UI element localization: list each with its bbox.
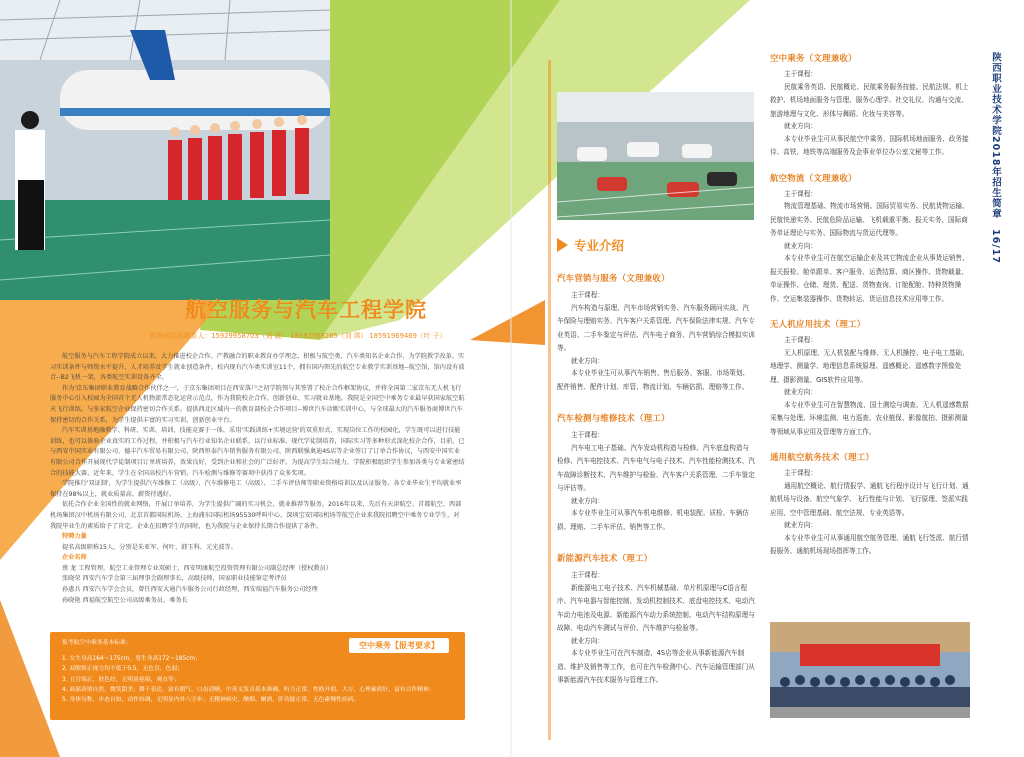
major-title: 新能源汽车技术（理工） xyxy=(557,553,653,563)
job-text: 本专业毕业生可在汽车制造、4S店等企业从事新能源汽车制造、维护及销售等工作，也可在汽车检测中心、汽车运输管理部门从事新能源汽车技术服务与管理工作。 xyxy=(557,649,755,684)
major-title: 通用航空航务技术（理工） xyxy=(770,452,875,462)
course-text: 无人机原理、无人机装配与维修、无人机操控、电子电工基础、地理学、测量学、地理信息系统原理、遥感概论、遥感数字图像处理、摄影测量、GIS软件应用等。 xyxy=(770,348,969,384)
course-label: 主干课程： xyxy=(784,189,817,198)
teacher-row: 孙晓艳 西福航空航空公司高级乘务员，乘务长 xyxy=(62,596,188,604)
major-block xyxy=(557,272,755,394)
job-text: 本专业毕业生可从事民航空中乘务、国际机场地面服务、政务接待、高铁、地铁等高端服务及企事业单位办公室文秘等工作。 xyxy=(770,134,969,156)
college-title: 航空服务与汽车工程学院 xyxy=(185,298,427,322)
intro-paragraph: 依托合作企业全国性的就业网络，开展订单培养，为学生提供广阔的实习机会、就业推荐等服务。2016年以来，先后有天津航空、首都航空、西部机场集团汉中机场有限公司、北京首都国际机场、上海浦东国际机场95530呼叫中心、深圳宝安国际机场等航空企业来我院招聘空中乘务专业学生，对我院毕业生的素质给予了肯定。企业在招聘学生的同时，也为我院与企业保持长期合作提供了条件。 xyxy=(50,501,462,530)
page-number: 16/17 xyxy=(990,229,1001,265)
major-block xyxy=(770,172,970,307)
course-text: 民航乘务英语、民航概论、民航乘务服务技能、民航法规、机上救护、机场地面服务与管理、服务心理学、社交礼仪、沟通与交流、旅游地理与文化、形体与舞蹈、化妆与美容等。 xyxy=(770,82,969,118)
course-text: 通用航空概论、航行情报学、通航飞行程序设计与飞行计划、通航机场与设备、航空气象学、飞行性能与计划、飞行原理、签派实践应用、空中管理基础、航空法规、专业英语等。 xyxy=(770,481,969,517)
major-block xyxy=(770,318,970,439)
teachers-title: 特聘力量 xyxy=(62,533,87,541)
job-label: 就业方向： xyxy=(784,241,817,250)
orange-vertical-bar xyxy=(548,60,551,740)
course-label: 主干课程： xyxy=(784,469,817,477)
enterprise-title: 企业名师 xyxy=(62,554,87,562)
recruit-box xyxy=(50,632,465,720)
orange-strip-mid xyxy=(470,300,545,345)
job-label: 就业方向： xyxy=(784,521,817,529)
recruit-intro: 报考航空中乘务基本标准： xyxy=(62,640,132,646)
job-label: 就业方向： xyxy=(571,636,604,645)
contact-line: 咨询电话及联系人：15929958703（刘 晨） 18392068285（刘 琪） 18591969469（叶 子） xyxy=(150,332,447,340)
job-text: 本专业毕业生可在航空运输企业及其它物流企业从事货运销售、报关报检、舱单跟单、客户服务、运费结算、商区操作、货物载量、单证操作、仓储、理货、配送、货物查询、订舱配舱、特种货物操作、空运集装器操作、货物转运、货运信息技术应用等工作。 xyxy=(770,254,969,303)
recruit-badge: 空中乘务【报考要求】 xyxy=(349,638,449,653)
major-title: 汽车营销与服务（文理兼收） xyxy=(557,273,670,283)
car-workshop-photo xyxy=(557,92,754,220)
major-title: 汽车检测与维修技术（理工） xyxy=(557,413,670,423)
course-text: 汽车构造与原理、汽车市场营销实务、汽车服务顾问实战、汽车保险与理赔实务、汽车客户关系管理、汽车保险法律实规、汽车专业英语、二手车鉴定与评估、汽车电子商务、汽车营销综合模拟实训等。 xyxy=(557,303,755,352)
course-label: 主干课程： xyxy=(784,336,817,344)
course-label: 主干课程： xyxy=(571,431,604,439)
teacher-row: 蔡 龙 工程管理，航空工业管理专业双硕士，西安明康航空投资管理有限公司副总经理（授权教员） xyxy=(62,564,332,572)
job-label: 就业方向： xyxy=(571,356,604,365)
intro-paragraph: 汽车实训基地融教学、科研、实训、培训、技能竞赛于一体，采用'实践训练+实境运营'的双重形式，实现岗位工作的校园化，学生既可以进行技能训练，也可以体验企业真实的工作过程，并积极与汽车行业知名企业联系，以行业标准、现代学徒制培养，国际实习等多种形式深化校企合作，目前，已与西安中国实业有限公司、德丰汽车贸易有限公司、陕西恒泰汽车销售服务有限公司、陕西联强奥迪4S店等企业签订了订单合作协议，与西安中国实业有限公司合作开展现代学徒制项目订单班培养，效果良好，受到企业和社会的广泛好评。为提高学生综合能力，学院积极组织学生参加各类与专业紧密结合的技能大赛，近年来，学生在全国高校汽车营销、汽车检测与维修等赛项中获得了众多奖项。 xyxy=(50,427,465,477)
recruit-item: 3. 五官端正，肤色好，无明显疤痕，观点等； xyxy=(62,676,180,683)
major-intro-label: 专业介绍 xyxy=(574,238,625,253)
course-text: 物流管理基础、物流市场营销、国际贸易实务、民航货物运输、民航快递实务、民航危险品运输、飞机载重平衡、报关实务、国际商务单证理论与实务、国际物流与货运代理等。 xyxy=(770,202,969,237)
job-label: 就业方向： xyxy=(571,496,604,505)
course-label: 主干课程： xyxy=(571,571,604,579)
recruit-item: 5. 身体匀称，步态自如，动作协调，无明显内外八字步；无精神病史，酗烟、酗酒，肝功能正常，无色素慢性疾病。 xyxy=(62,697,360,704)
major-intro-heading xyxy=(557,236,624,254)
course-text: 汽车电工电子基础、汽车发动机构造与检修、汽车底盘构造与检修、汽车电控技术、汽车电气与电子技术、汽车性能检测技术、汽车故障诊断技术、汽车维护与检验、汽车客户关系管理、二手车鉴定与评估等。 xyxy=(557,443,755,492)
job-label: 就业方向： xyxy=(784,122,817,130)
teacher-row: 孙惠兵 西安汽车学会会员，曾任西安大通汽车服务公司行政经理，西安瑞福汽车服务公司经理 xyxy=(62,586,318,594)
side-title xyxy=(988,52,1002,292)
course-label: 主干课程： xyxy=(571,291,604,299)
course-label: 主干课程： xyxy=(784,70,817,78)
teacher-row: 张晓荣 西安汽车学会第三届理事会副理事长，高级技师，国家职业技能鉴定考评员 xyxy=(62,575,287,583)
arrow-icon xyxy=(557,238,568,252)
majors-middle-column xyxy=(557,272,755,688)
intro-paragraph: 航空服务与汽车工程学院成立以来，大力推进校企合作、产教融合的职业教育办学理念，积极与航空类、汽车类知名企业合作，为学院教学改革、实习实训条件与师资水平提升、人才培养及学生就业创造条件。校内现有汽车类实训室11个，拥有国内领先的航空专业教学实训基地--航空馆，馆内设有波音--B2飞机一架，各类航空实训设备齐全。 xyxy=(50,353,465,382)
teachers-line: 提名高级职称15人，分别是朱亚军、何叶、韩玉科、元光波等。 xyxy=(62,543,237,551)
recruit-item: 1. 女生身高164～175cm，男生身高172～185cm； xyxy=(62,656,201,662)
major-block xyxy=(557,412,755,534)
major-title: 空中乘务（文理兼收） xyxy=(770,53,857,63)
intro-text xyxy=(50,352,465,606)
recruit-item: 4. 面部表情自然，微笑甜美；舞于表达，富有朝气，口齿清晰，中英文发音基本准确，听力正常，性格开朗、大方，心理素质好，富有合作精神； xyxy=(62,686,435,693)
course-text: 新能源电工电子技术、汽车机械基础、单片机原理与C语言程序、汽车电器与智能控制、发动机控制技术、底盘电控技术、电动汽车动力电池及电源、新能源汽车动力系统控制、电动汽车结构原理与故障、电动汽车测试与评价、汽车维护与检验等。 xyxy=(557,583,755,632)
group-photo xyxy=(770,622,970,718)
aviation-hall-photo xyxy=(0,0,330,300)
major-block xyxy=(557,552,755,688)
intro-paragraph: 学院推行'双证制'，为学生提供汽车维修工（高级）、汽车维修电工（高级）、二手车评估师等职业资格培训以及认证服务。各专业毕业生平均就业率保持在98%以上，就业质量高、薪资待遇好。 xyxy=(50,480,462,498)
major-title: 航空物流（文理兼收） xyxy=(770,172,857,183)
job-text: 本专业毕业生可从事汽车销售、售后服务、客服、市场策划、配件销售、配件计划、库管、物流计划、车辆估损、理赔等工作。 xyxy=(557,369,750,391)
major-block xyxy=(770,52,970,160)
job-text: 本专业毕业生可在智慧物流、国土测绘与调查、无人机遥感数据采集与处理、环境监测、电力巡查、农业植保、影像航拍、摄影测量等领域从事应用及管理等方面工作。 xyxy=(770,400,969,436)
major-block xyxy=(770,451,970,559)
job-text: 本专业毕业生可从事汽车机电维修、机电装配、质检、车辆估损、理赔、二手车评估、销售等工作。 xyxy=(557,509,750,531)
job-text: 本专业毕业生可从事通用航空航务管理、通航飞行签派、航行情报服务、通航机场现场指挥等工作。 xyxy=(770,533,969,555)
intro-paragraph: 作为'京东集团职业教育战略合作伙伴之一'，于京东集团项目在西安落户之初学院领与其签署了校企合作框架协议，并将全国第二家京东无人机飞行服务中心引入校园为全国首个无人机物流常态化运营示范点，作为我院校企合作、创新创业、实习就业基地。我院是全国空中乘务专业最早获国家航空航天飞行训练，与多家航空企业保持密切合作关系。提供西北区域内一的教育部校企合作项目--博世汽车诊断实训中心，与全球最大的汽车服务商博世汽车保持密切的合作关系，为学生提供丰富的实习实训、创新创业平台。 xyxy=(50,384,465,424)
major-title: 无人机应用技术（理工） xyxy=(770,319,866,329)
majors-right-column xyxy=(770,52,970,559)
side-text: 陕西职业技术学院2018年招生简章 xyxy=(990,52,1001,219)
job-label: 就业方向： xyxy=(784,388,817,396)
recruit-item: 2. 双眼矫正视力均不低于0.5，无色盲、色弱； xyxy=(62,666,183,673)
